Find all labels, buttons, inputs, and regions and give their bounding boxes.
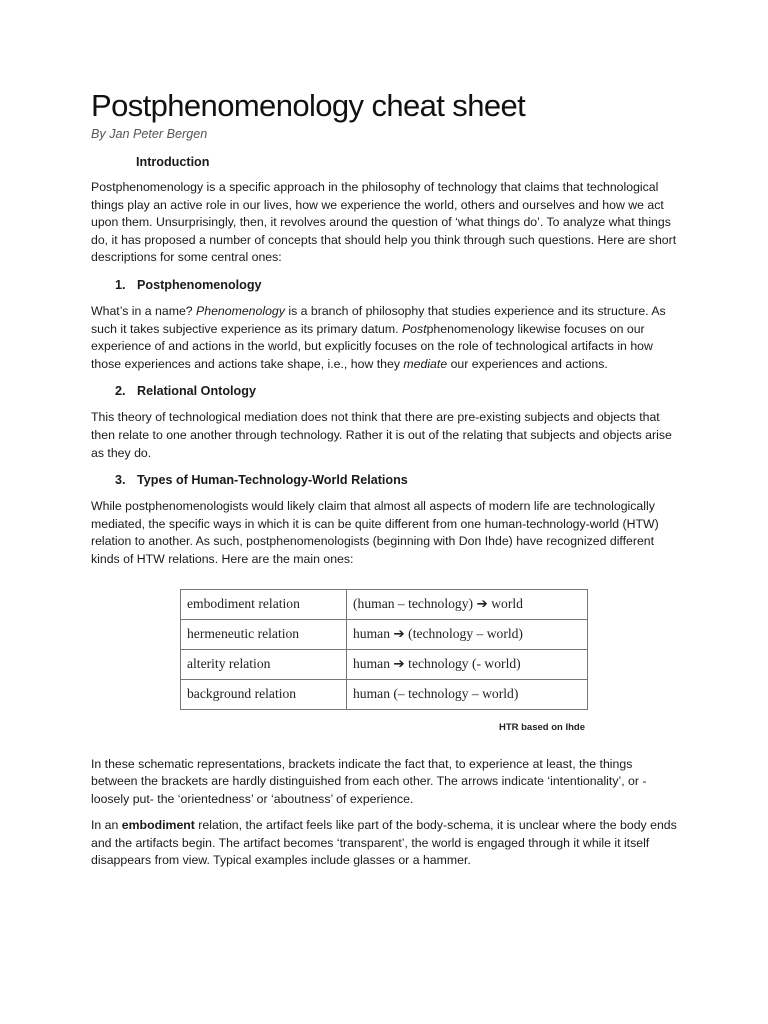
table-row (181, 589, 588, 619)
section-3-title: Types of Human-Technology-World Relations (137, 473, 408, 488)
author-line: By Jan Peter Bergen (91, 127, 208, 141)
embodiment-paragraph (91, 817, 677, 870)
table-row (181, 619, 588, 649)
section-3-heading (91, 472, 677, 488)
table-row (181, 679, 588, 709)
schema-explanation-paragraph: In these schematic representations, brackets indicate the fact that, to experience at least, the things between the brackets are hardly distinguished from each other. The arrows indicate ‘intentionality’, or -loosely put- the ‘orientedness’ or ‘aboutness’ of experience. (91, 756, 647, 806)
htw-relations-table (180, 589, 588, 710)
section-2-number: 2. (115, 384, 126, 399)
section-3-number: 3. (115, 473, 126, 488)
table-caption: HTR based on Ihde (498, 721, 585, 733)
embodiment-text-b: relation, the artifact feels like part of the body-schema, it is unclear where the body ends and the artifacts begin. The artifact becomes ‘transparent’, the world is engaged through it while it itself disappears from view. Typical examples include glasses or a hammer. (91, 818, 677, 868)
relation-schema-cell: human ➔ technology (- world) (347, 649, 588, 679)
document-title: Postphenomenology cheat sheet (91, 88, 526, 123)
section-1-text-b: is a branch of philosophy that studies experience and its structure. As such it takes subjective experience as its primary datum. (91, 303, 666, 336)
section-2-heading (91, 383, 677, 399)
section-1-text-d: our experiences and actions. (447, 356, 608, 371)
section-2-title: Relational Ontology (137, 384, 256, 399)
htw-relations-figure (91, 589, 677, 744)
relation-name-cell: alterity relation (181, 649, 347, 679)
section-3-paragraph: While postphenomenologists would likely claim that almost all aspects of modern life are technologically mediated, the specific ways in which it is can be quite different from one human-technology-world (HTW) relation to another. As such, postphenomenologists (beginning with Don Ihde) have recognized different kinds of HTW relations. Here are the main ones: (91, 499, 659, 566)
section-1-italic-phenomenology: Phenomenology (196, 303, 285, 318)
section-1-text-c: phenomenology likewise focuses on our experience of and actions in the world, but explicitly focuses on the role of technological artifacts in how those experiences and actions take shape, i.e., how they (91, 321, 653, 371)
introduction-paragraph: Postphenomenology is a specific approach in the philosophy of technology that claims that technological things play an active role in our lives, how we experience the world, others and ourselves and how we act upon them. Unsurprisingly, then, it revolves around the question of ‘what things do’. To analyze what things do, it has proposed a number of concepts that should help you think through such questions. Here are short descriptions for some central ones: (91, 180, 677, 265)
section-1-italic-mediate: mediate (403, 356, 448, 371)
section-1-title: Postphenomenology (137, 277, 262, 292)
relation-name-cell: background relation (181, 679, 347, 709)
section-2-paragraph: This theory of technological mediation does not think that there are pre-existing subjects and objects that then relate to one another through technology. Rather it is out of the relating that subjects and objects arise as they do. (91, 410, 672, 460)
section-1-heading (91, 277, 677, 293)
section-1-text-a: What’s in a name? (91, 303, 197, 318)
relation-name-cell: embodiment relation (181, 589, 347, 619)
document-body (91, 86, 677, 870)
embodiment-text-a: In an (91, 818, 122, 833)
table-row (181, 649, 588, 679)
introduction-heading: Introduction (136, 155, 210, 169)
relation-name-cell: hermeneutic relation (181, 619, 347, 649)
embodiment-bold-term: embodiment (121, 818, 195, 833)
section-1-paragraph (91, 303, 677, 373)
section-1-italic-post: Post (401, 321, 427, 336)
relation-schema-cell: human (– technology – world) (347, 679, 588, 709)
section-1-number: 1. (115, 277, 126, 292)
relation-schema-cell: (human – technology) ➔ world (347, 589, 588, 619)
relation-schema-cell: human ➔ (technology – world) (347, 619, 588, 649)
